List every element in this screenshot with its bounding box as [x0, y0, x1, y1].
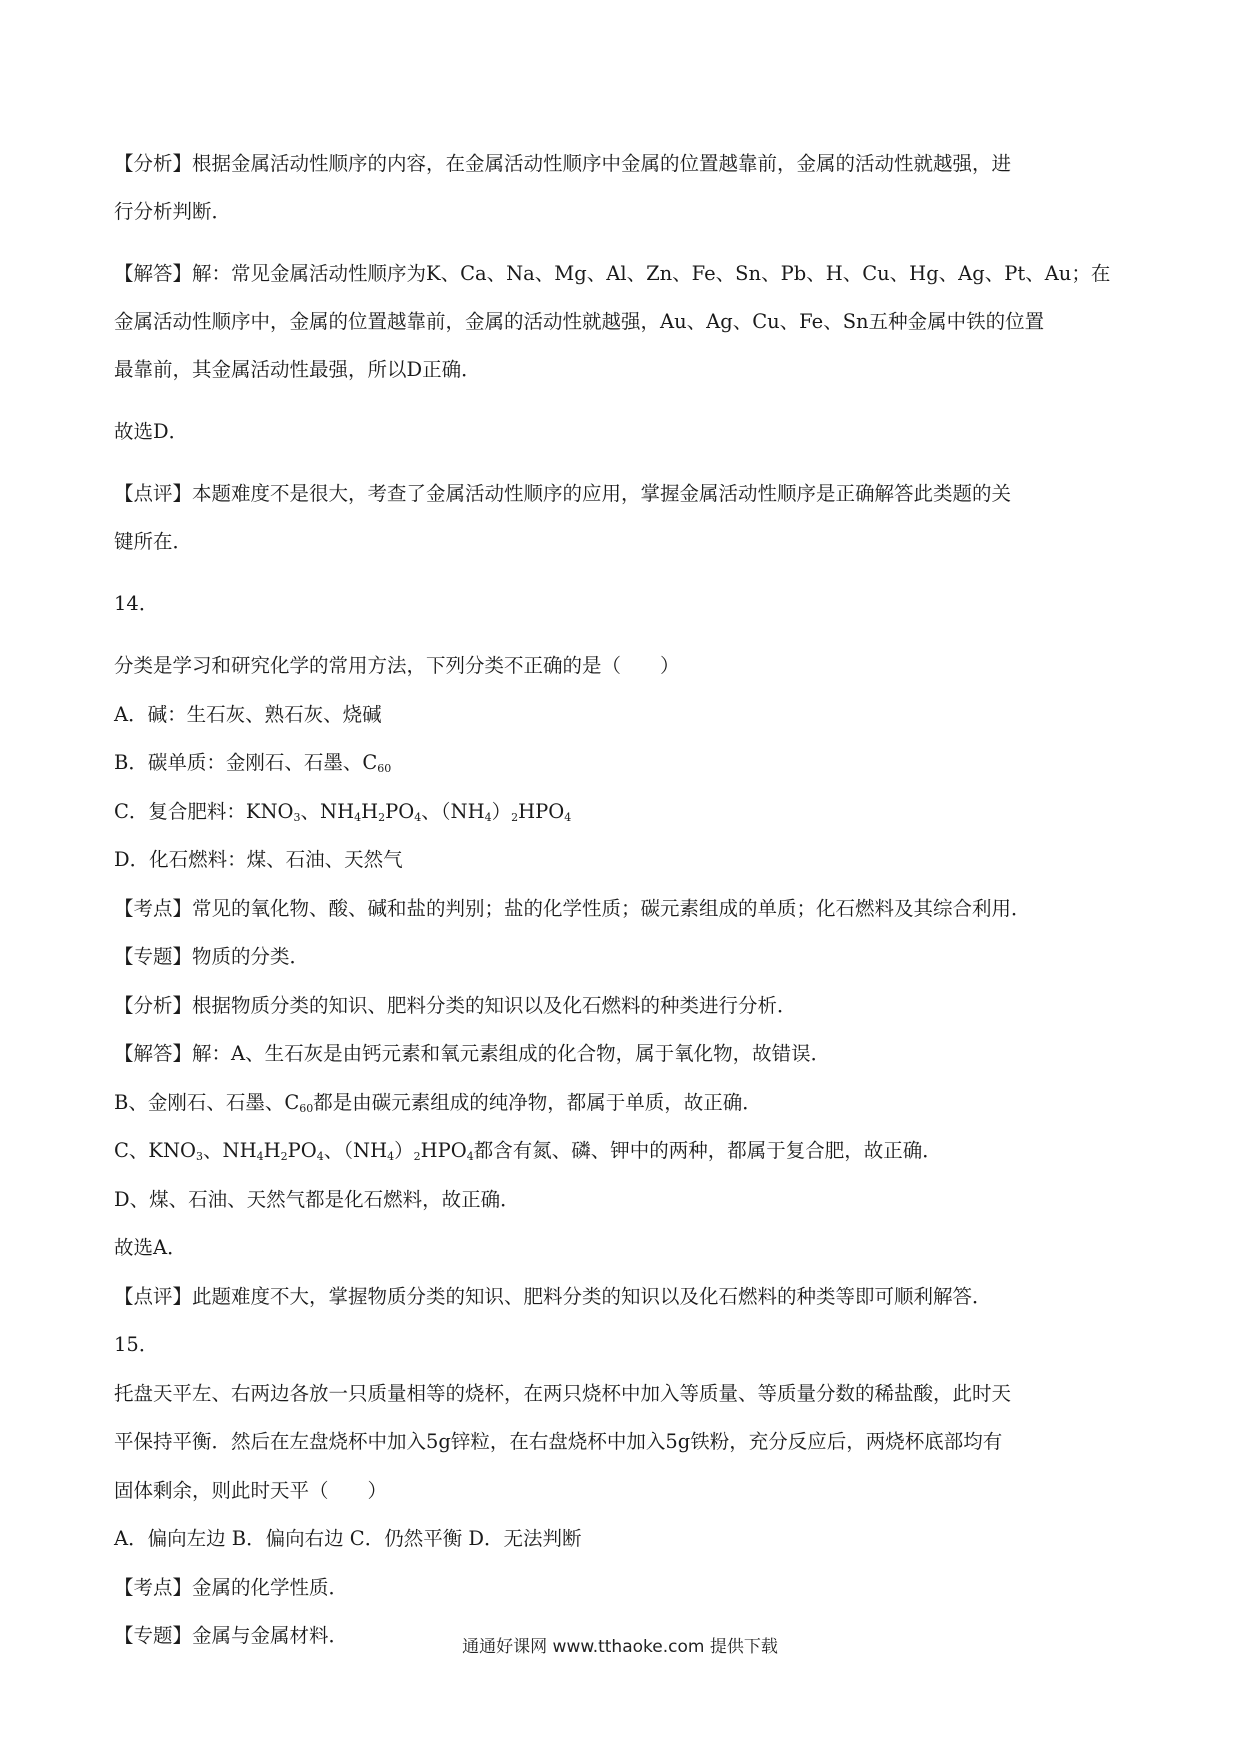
q14-option-c-part: PO [385, 800, 415, 823]
q14-answer-c-sub: 4 [316, 1150, 324, 1163]
q13-answer-line-3: 最靠前，其金属活动性最强，所以D正确． [114, 358, 481, 381]
q14-answer-c-sub: 4 [387, 1150, 395, 1163]
q14-answer-c-part: 、（NH [323, 1139, 388, 1162]
q14-option-c-sub: 3 [293, 811, 301, 824]
q13-analysis-line-2: 行分析判断． [114, 200, 232, 223]
q14-option-c-part: C．复合肥料：KNO [114, 800, 294, 823]
q14-number: 14． [114, 592, 159, 615]
q14-answer-c-sub: 2 [413, 1150, 421, 1163]
q14-analysis: 【分析】根据物质分类的知识、肥料分类的知识以及化石燃料的种类进行分析． [114, 994, 797, 1017]
q14-option-c-sub: 4 [484, 811, 492, 824]
q14-option-b-sub: 60 [377, 762, 392, 775]
q14-answer-b-sub: 60 [299, 1102, 314, 1115]
q14-answer-a: 【解答】解：A、生石灰是由钙元素和氧元素组成的化合物，属于氧化物，故错误． [114, 1042, 831, 1065]
q14-stem: 分类是学习和研究化学的常用方法，下列分类不正确的是（ ） [114, 654, 680, 677]
q14-option-c-part: 、NH [300, 800, 355, 823]
q15-stem-line-2: 平保持平衡．然后在左盘烧杯中加入5g锌粒，在右盘烧杯中加入5g铁粉，充分反应后，两烧杯底部均有 [114, 1430, 1003, 1453]
q14-option-c-part: H [361, 800, 379, 823]
q14-answer-b-part: 都是由碳元素组成的纯净物，都属于单质，故正确． [313, 1091, 762, 1114]
q14-answer-c-sub: 2 [280, 1150, 288, 1163]
q14-answer-c-part: ） [394, 1139, 414, 1162]
q13-comment-line-2: 键所在． [114, 530, 193, 553]
q14-answer-c-sub: 3 [196, 1150, 204, 1163]
q14-option-b-text: B．碳单质：金刚石、石墨、C [114, 751, 378, 774]
q14-option-a: A．碱：生石灰、熟石灰、烧碱 [114, 703, 382, 726]
q15-options: A．偏向左边 B．偏向右边 C．仍然平衡 D．无法判断 [114, 1527, 582, 1550]
q14-answer-c-part: C、KNO [114, 1139, 197, 1162]
q14-option-c-part: 、（NH [421, 800, 485, 823]
q14-answer-c-sub: 4 [466, 1150, 474, 1163]
q15-stem-line-1: 托盘天平左、右两边各放一只质量相等的烧杯，在两只烧杯中加入等质量、等质量分数的稀盐酸，此时天 [114, 1382, 1012, 1405]
q14-option-b [114, 751, 391, 775]
q14-answer-c-part: H [263, 1139, 281, 1162]
q14-option-c-sub: 4 [354, 811, 362, 824]
page-footer: 通通好课网 www.tthaoke.com 提供下载 [462, 1637, 778, 1657]
q14-comment: 【点评】此题难度不大，掌握物质分类的知识、肥料分类的知识以及化石燃料的种类等即可顺利解答． [114, 1285, 992, 1308]
q14-knowledge-point: 【考点】常见的氧化物、酸、碱和盐的判别；盐的化学性质；碳元素组成的单质；化石燃料及其综合利用． [114, 897, 1031, 920]
q14-answer-d: D、煤、石油、天然气都是化石燃料，故正确． [114, 1188, 520, 1211]
q14-option-c-sub: 4 [564, 811, 572, 824]
q14-answer-c-part: PO [287, 1139, 317, 1162]
q14-topic: 【专题】物质的分类． [114, 945, 310, 968]
q14-answer-c-sub: 4 [256, 1150, 264, 1163]
q14-option-c-part: HPO [518, 800, 565, 823]
q14-answer-c-part: 、NH [203, 1139, 257, 1162]
q14-choice: 故选A． [114, 1236, 187, 1259]
q14-answer-b [114, 1091, 762, 1115]
q15-number: 15． [114, 1333, 159, 1356]
q14-option-d: D．化石燃料：煤、石油、天然气 [114, 848, 403, 871]
q15-knowledge-point: 【考点】金属的化学性质． [114, 1576, 349, 1599]
q15-stem-line-3: 固体剩余，则此时天平（ ） [114, 1479, 388, 1502]
q14-option-c-sub: 2 [378, 811, 386, 824]
q14-answer-b-part: B、金刚石、石墨、C [114, 1091, 300, 1114]
q13-choice: 故选D． [114, 420, 189, 443]
q14-option-c [114, 800, 571, 824]
q13-analysis-line-1: 【分析】根据金属活动性顺序的内容，在金属活动性顺序中金属的位置越靠前，金属的活动性就越强，进 [114, 152, 1012, 175]
q13-comment-line-1: 【点评】本题难度不是很大，考查了金属活动性顺序的应用，掌握金属活动性顺序是正确解答此类题的关 [114, 482, 1012, 505]
q14-option-c-sub: 4 [414, 811, 422, 824]
q14-option-c-part: ） [491, 800, 512, 823]
q13-answer-line-2: 金属活动性顺序中，金属的位置越靠前，金属的活动性就越强，Au、Ag、Cu、Fe、Sn五种金属中铁的位置 [114, 310, 1045, 333]
q14-option-c-sub: 2 [511, 811, 519, 824]
q14-answer-c-part: 都含有氮、磷、钾中的两种，都属于复合肥，故正确． [473, 1139, 942, 1162]
q13-answer-line-1: 【解答】解：常见金属活动性顺序为K、Ca、Na、Mg、Al、Zn、Fe、Sn、Pb、H、Cu、Hg、Ag、Pt、Au；在 [114, 262, 1111, 285]
q14-answer-c [114, 1139, 942, 1163]
q14-answer-c-part: HPO [420, 1139, 467, 1162]
q15-topic: 【专题】金属与金属材料． [114, 1624, 349, 1647]
